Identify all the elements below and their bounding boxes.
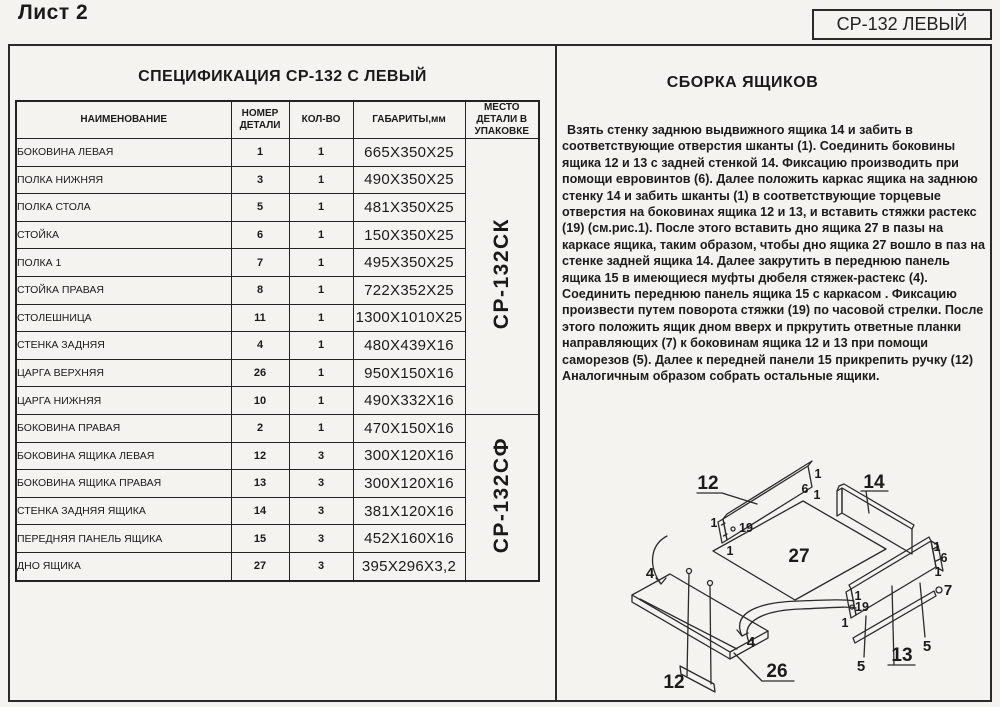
diagram-part-label-1: 1 [933, 540, 941, 554]
qty-cell: 1 [289, 221, 353, 249]
package-label: СР-132СК [489, 218, 513, 330]
table-row [16, 276, 539, 304]
diagram-part-label-13: 13 [891, 645, 913, 666]
qty-cell: 1 [289, 387, 353, 415]
spec-title: СПЕЦИФИКАЦИЯ СР-132 С ЛЕВЫЙ [138, 68, 427, 85]
table-row [16, 470, 539, 498]
diagram-part-label-19: 19 [739, 521, 753, 535]
panel-12-left-side [718, 461, 812, 543]
diagram-part-label-27: 27 [788, 546, 810, 567]
part-name-cell: ПЕРЕДНЯЯ ПАНЕЛЬ ЯЩИКА [16, 525, 231, 553]
column-header: НАИМЕНОВАНИЕ [16, 101, 231, 139]
part-number-cell: 1 [231, 139, 289, 167]
part-number-cell: 8 [231, 276, 289, 304]
model-box [812, 9, 992, 40]
package-cell [465, 414, 539, 580]
size-cell: 381X120X16 [353, 497, 465, 525]
qty-cell: 3 [289, 470, 353, 498]
drawer-exploded-diagram [553, 440, 990, 698]
table-row [16, 139, 539, 167]
diagram-part-label-19: 19 [855, 600, 869, 614]
diagram-part-label-12: 12 [663, 672, 685, 693]
assembly-instructions: Взять стенку заднюю выдвижного ящика 14 и забить в соответствующие отверстия шканты (1). Соединить боковины ящика 12 и 13 с задней стенкой 14. Фиксацию производить при помощи евровинтов (6). Далее положить каркас ящика на заднюю стенку 14 и забить шканты (1) в соответствующие торцевые отверстия на боковинах ящика 12 и 13, и вставить стяжки растекс (19) (см.рис.1). После этого вставить дно ящика 27 в пазы на каркасе ящика, таким образом, чтобы дно ящика 27 вошло в паз на стенке задней ящика 14. Далее закрутить в переднюю панель ящика 15 в имеющиеся муфты дюбеля стяжек-растекс (4). Соединить переднюю панель ящика 15 с каркасом . Фиксацию произвести путем поворота стяжки (19) по часовой стрелки. После этого положить ящик дном вверх и пркрутить ответные планки направляющих (7) к боковинам ящика 12 и 13 при помощи саморезов (5). Далее к передней панели 15 прикрепить ручку (12) Аналогичным образом собрать остальные ящики. [562, 123, 986, 384]
table-header-row [16, 101, 539, 139]
qty-cell: 3 [289, 525, 353, 553]
diagram-part-label-6: 6 [940, 551, 948, 565]
qty-cell: 1 [289, 166, 353, 194]
table-row [16, 359, 539, 387]
diagram-part-label-1: 1 [726, 544, 734, 558]
size-cell: 665X350X25 [353, 139, 465, 167]
size-cell: 950X150X16 [353, 359, 465, 387]
specification-table [15, 100, 540, 582]
qty-cell: 3 [289, 497, 353, 525]
part-name-cell: ПОЛКА НИЖНЯЯ [16, 166, 231, 194]
diagram-part-label-1: 1 [934, 565, 942, 579]
part-number-cell: 12 [231, 442, 289, 470]
size-cell: 300X120X16 [353, 470, 465, 498]
sheet-label: Лист 2 [18, 1, 89, 24]
part-name-cell: БОКОВИНА ПРАВАЯ [16, 414, 231, 442]
part-number-cell: 7 [231, 249, 289, 277]
part-name-cell: БОКОВИНА ЛЕВАЯ [16, 139, 231, 167]
part-number-cell: 13 [231, 470, 289, 498]
diagram-part-label-1: 1 [710, 516, 718, 530]
diagram-part-label-14: 14 [863, 472, 885, 493]
package-cell [465, 139, 539, 415]
qty-cell: 1 [289, 194, 353, 222]
part-name-cell: СТОЙКА [16, 221, 231, 249]
part-number-cell: 26 [231, 359, 289, 387]
part-name-cell: ЦАРГА ВЕРХНЯЯ [16, 359, 231, 387]
part-name-cell: ПОЛКА 1 [16, 249, 231, 277]
size-cell: 495X350X25 [353, 249, 465, 277]
table-row [16, 442, 539, 470]
size-cell: 150X350X25 [353, 221, 465, 249]
part-name-cell: СТЕНКА ЗАДНЯЯ [16, 332, 231, 360]
table-row [16, 332, 539, 360]
part-name-cell: ЦАРГА НИЖНЯЯ [16, 387, 231, 415]
table-row [16, 525, 539, 553]
diagram-part-label-1: 1 [854, 589, 862, 603]
table-row [16, 552, 539, 580]
size-cell: 452X160X16 [353, 525, 465, 553]
qty-cell: 1 [289, 359, 353, 387]
part-number-cell: 2 [231, 414, 289, 442]
table-row [16, 249, 539, 277]
size-cell: 490X332X16 [353, 387, 465, 415]
qty-cell: 1 [289, 139, 353, 167]
assembly-title: СБОРКА ЯЩИКОВ [666, 74, 819, 91]
column-header: НОМЕР ДЕТАЛИ [231, 101, 289, 139]
size-cell: 480X439X16 [353, 332, 465, 360]
diagram-part-label-5: 5 [922, 638, 932, 655]
qty-cell: 1 [289, 276, 353, 304]
column-header: КОЛ-ВО [289, 101, 353, 139]
part-number-cell: 10 [231, 387, 289, 415]
part-name-cell: БОКОВИНА ЯЩИКА ЛЕВАЯ [16, 442, 231, 470]
handle-12 [680, 666, 715, 692]
diagram-part-label-26: 26 [766, 661, 788, 682]
diagram-part-label-5: 5 [856, 658, 866, 675]
table-row [16, 221, 539, 249]
qty-cell: 1 [289, 304, 353, 332]
size-cell: 1300X1010X25 [353, 304, 465, 332]
column-header: МЕСТО ДЕТАЛИ В УПАКОВКЕ [465, 101, 539, 139]
column-header: ГАБАРИТЫ,мм [353, 101, 465, 139]
qty-cell: 1 [289, 332, 353, 360]
part-number-cell: 15 [231, 525, 289, 553]
part-name-cell: ПОЛКА СТОЛА [16, 194, 231, 222]
main-frame [8, 44, 992, 702]
part-name-cell: СТЕНКА ЗАДНЯЯ ЯЩИКА [16, 497, 231, 525]
table-row [16, 497, 539, 525]
size-cell: 300X120X16 [353, 442, 465, 470]
part-number-cell: 3 [231, 166, 289, 194]
diagram-part-label-4: 4 [645, 565, 655, 582]
diagram-part-label-1: 1 [813, 488, 821, 502]
part-name-cell: ДНО ЯЩИКА [16, 552, 231, 580]
part-number-cell: 5 [231, 194, 289, 222]
table-row [16, 166, 539, 194]
part-name-cell: БОКОВИНА ЯЩИКА ПРАВАЯ [16, 470, 231, 498]
diagram-part-label-12: 12 [697, 473, 719, 494]
size-cell: 395X296X3,2 [353, 552, 465, 580]
table-row [16, 387, 539, 415]
diagram-part-label-4: 4 [746, 634, 756, 651]
size-cell: 470X150X16 [353, 414, 465, 442]
part-number-cell: 6 [231, 221, 289, 249]
part-number-cell: 27 [231, 552, 289, 580]
diagram-part-label-6: 6 [801, 482, 809, 496]
qty-cell: 3 [289, 552, 353, 580]
qty-cell: 1 [289, 249, 353, 277]
part-name-cell: СТОЛЕШНИЦА [16, 304, 231, 332]
part-number-cell: 11 [231, 304, 289, 332]
size-cell: 722X352X25 [353, 276, 465, 304]
guide-rail-7 [853, 587, 942, 643]
diagram-part-label-1: 1 [814, 467, 822, 481]
qty-cell: 1 [289, 414, 353, 442]
part-number-cell: 14 [231, 497, 289, 525]
model-label: СР-132 ЛЕВЫЙ [836, 14, 968, 34]
table-row [16, 414, 539, 442]
diagram-part-label-1: 1 [841, 616, 849, 630]
qty-cell: 3 [289, 442, 353, 470]
table-row [16, 194, 539, 222]
diagram-part-label-7: 7 [943, 582, 953, 599]
size-cell: 481X350X25 [353, 194, 465, 222]
size-cell: 490X350X25 [353, 166, 465, 194]
part-name-cell: СТОЙКА ПРАВАЯ [16, 276, 231, 304]
table-row [16, 304, 539, 332]
rotation-arcs [653, 536, 856, 642]
package-label: СР-132СФ [489, 436, 513, 553]
part-number-cell: 4 [231, 332, 289, 360]
